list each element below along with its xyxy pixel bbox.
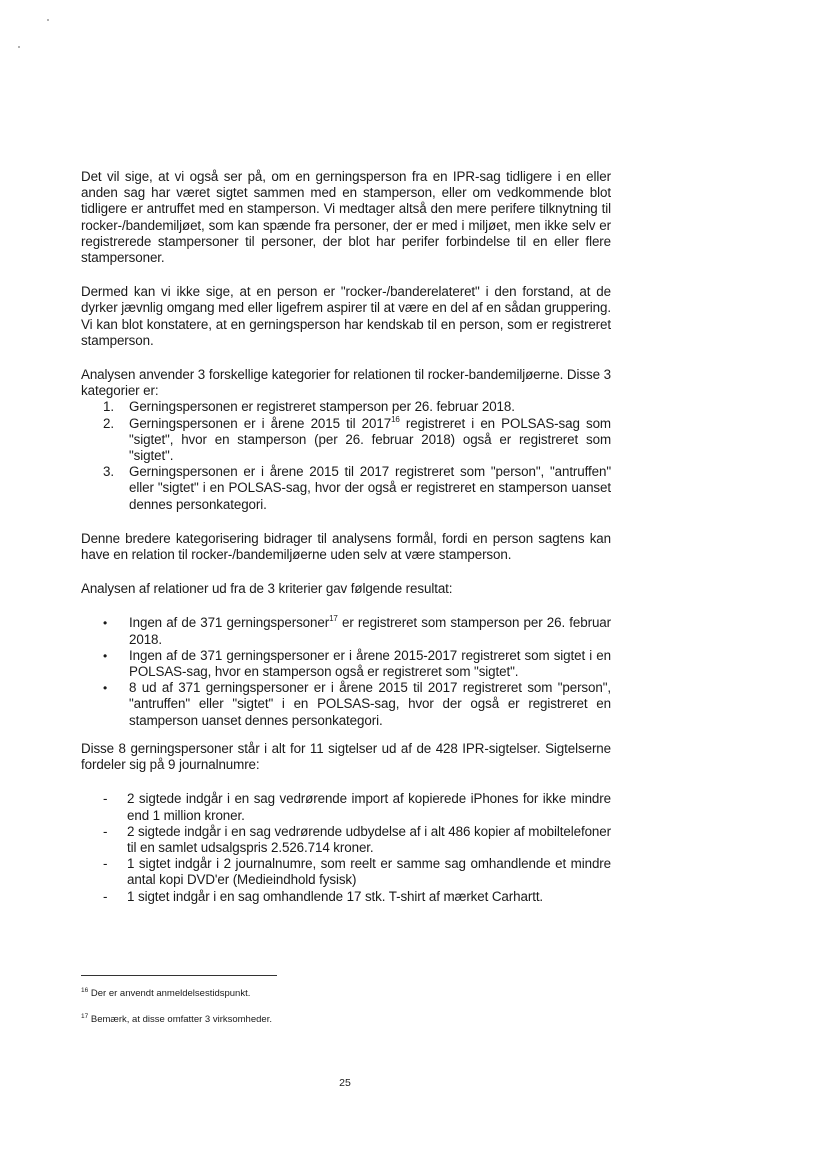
bullet-icon: • bbox=[103, 648, 108, 663]
list-item: • Ingen af de 371 gerningspersoner er i årene 2015-2017 registreret som sigtet i en POLSAS-sag, hvor en stamperson også er registreret som "sigtet". bbox=[103, 647, 611, 680]
list-item: 2. Gerningspersonen er i årene 2015 til 2017$^{16}$ registreret i en POLSAS-sag som "sigtet", hvor en stamperson (per 26. februar 2018) også er registreret som "sigtet". bbox=[103, 414, 611, 464]
footnote-ref: 16 bbox=[391, 414, 400, 424]
paragraph-3: Analysen anvender 3 forskellige kategorier for relationen til rocker-bandemiljøerne. Disse 3 kategorier er: bbox=[81, 367, 611, 399]
page-number: 25 bbox=[339, 1077, 351, 1089]
body-text bbox=[81, 169, 611, 905]
dash-icon: - bbox=[103, 888, 108, 904]
footnote-divider bbox=[81, 975, 277, 976]
bullet-icon: • bbox=[103, 681, 108, 696]
list-item: - 1 sigtet indgår i 2 journalnumre, som reelt er samme sag omhandlende et mindre antal kopi DVD'er (Medieindhold fysisk) bbox=[103, 856, 611, 888]
footnote-ref: 17 bbox=[329, 614, 338, 624]
list-item: - 1 sigtet indgår i en sag omhandlende 17 stk. T-shirt af mærket Carhartt. bbox=[103, 888, 544, 904]
dash-icon: - bbox=[103, 791, 108, 807]
dash-icon: - bbox=[103, 856, 108, 872]
list-item: - 2 sigtede indgår i en sag vedrørende udbydelse af i alt 486 kopier af mobiltelefoner til en samlet udsalgspris 2.526.714 kroner. bbox=[103, 823, 611, 855]
paragraph-5: Analysen af relationer ud fra de 3 kriterier gav følgende resultat: bbox=[81, 581, 453, 597]
list-item: 3. Gerningspersonen er i årene 2015 til 2017 registreret som "person", "antruffen" eller "sigtet" i en POLSAS-sag, hvor der også er registreret en stamperson uanset dennes personkategori. bbox=[103, 464, 611, 512]
footnote-17: $^{17}$ Bemærk, at disse omfatter 3 virksomheder. bbox=[81, 1013, 272, 1025]
scan-speck bbox=[18, 46, 20, 48]
paragraph-4: Denne bredere kategorisering bidrager til analysens formål, fordi en person sagtens kan have en relation til rocker-/bandemiljøerne uden selv at være stamperson. bbox=[81, 530, 611, 563]
paragraph-6: Disse 8 gerningspersoner står i alt for 11 sigtelser ud af de 428 IPR-sigtelser. Sigtelserne fordeler sig på 9 journalnumre: bbox=[81, 740, 611, 773]
paragraph-2: Dermed kan vi ikke sige, at en person er "rocker-/banderelateret" i den forstand, at de dyrker jævnlig omgang med eller ligefrem aspirer til at være en del af en sådan gruppering. Vi kan blot konstatere, at en gerningsperson har kendskab til en person, som er registreret stamperson. bbox=[81, 284, 611, 348]
cases-list bbox=[81, 791, 611, 904]
bullet-icon: • bbox=[103, 616, 108, 631]
dash-icon: - bbox=[103, 823, 108, 839]
category-list bbox=[81, 399, 611, 512]
list-item: - 2 sigtede indgår i en sag vedrørende import af kopierede iPhones for ikke mindre end 1 million kroner. bbox=[103, 791, 611, 823]
results-list bbox=[81, 615, 611, 728]
list-item: • 8 ud af 371 gerningspersoner er i årene 2015 til 2017 registreret som "person", "antruffen" eller "sigtet" i en POLSAS-sag, hvor der også er registreret en stamperson uanset dennes personkategori. bbox=[103, 680, 611, 728]
paragraph-1: Det vil sige, at vi også ser på, om en gerningsperson fra en IPR-sag tidligere i en eller anden sag har været sigtet sammen med en stamperson, eller om vedkommende blot tidligere er antruffet med en stamperson. Vi medtager altså den mere perifere tilknytning til rocker-/bandemiljøet, som kan spænde fra personer, der er med i miljøet, men ikke selv er registrerede stampersoner til personer, der blot har perifer forbindelse til en eller flere stampersoner. bbox=[81, 169, 611, 266]
footnote-16: $^{16}$ Der er anvendt anmeldelsestidspunkt. bbox=[81, 987, 251, 999]
list-item: 1. Gerningspersonen er registreret stamperson per 26. februar 2018. bbox=[103, 399, 515, 415]
list-item: • Ingen af de 371 gerningspersoner$^{17}$ er registreret som stamperson per 26. februar 2018. bbox=[103, 614, 612, 647]
scan-speck bbox=[47, 19, 49, 21]
